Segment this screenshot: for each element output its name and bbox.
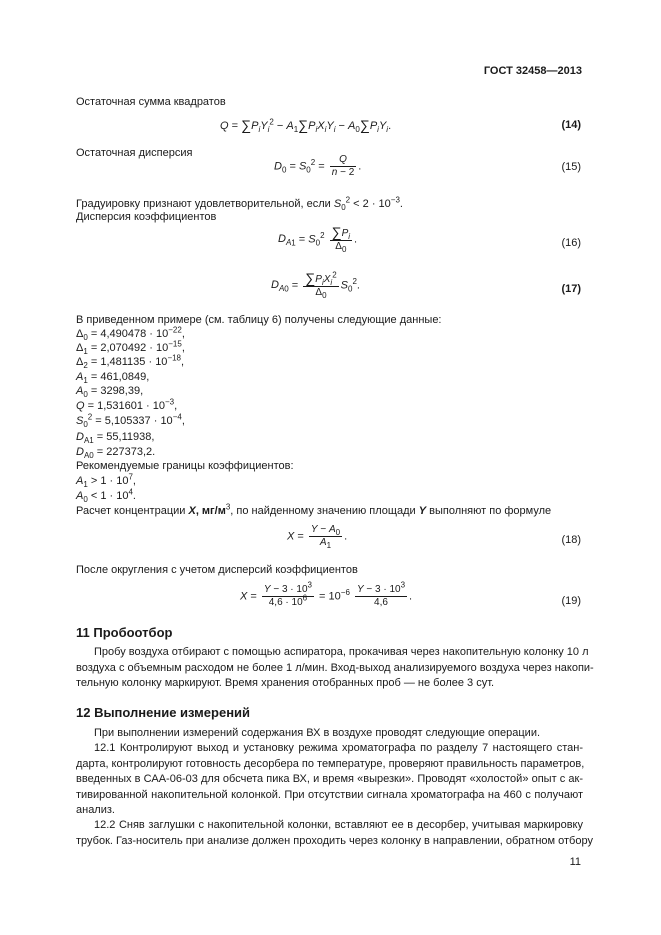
formula-16: $D_{A1} = S_0^2$ $\frac{\sum P_i}{\Delta_0}$ . (278, 224, 358, 254)
concentration-calc-text: Расчет концентрации X, $мг/м^3$, по найденному значению площади Y выполняют по формуле (76, 502, 552, 517)
section-12-title: 12 Выполнение измерений (76, 705, 251, 720)
formula-17: $D_{A0}$ = $\frac{\sum P_iX_i^2}{\Delta_0}$ $S_0^2$. (271, 270, 360, 300)
equation-number-14: (14) (561, 119, 581, 131)
calibration-text: Градуировку признают удовлетворительной, если (76, 198, 331, 210)
value-delta1: $\Delta_1 = 2,070492 \cdot 10^{-15}$, (76, 339, 185, 357)
equation-number-19: (19) (561, 595, 581, 607)
section-11-title: 11 Пробоотбор (76, 625, 173, 640)
value-da0: $D_{A0} = 227373,2$. (76, 446, 156, 461)
residual-dispersion-label: Остаточная дисперсия (76, 147, 193, 159)
calibration-condition: Градуировку признают удовлетворительной, если $S_0^2 < 2 \cdot 10^{-3}$. (76, 195, 403, 213)
equation-number-15: (15) (561, 161, 581, 173)
formula-19: X = $\frac{Y - 3 \cdot 10^3}{4,6 \cdot 10^6}$ = $10^{-6}$ $\frac{Y - 3 \cdot 10^3}{4,6}$ . (240, 580, 413, 608)
section-12-intro: При выполнении измерений содержания ВХ в воздухе проводят следующие операции. (94, 727, 541, 739)
residual-sum-label: Остаточная сумма квадратов (76, 96, 226, 108)
equation-number-16: (16) (561, 237, 581, 249)
calibration-exponent: −3 (390, 195, 400, 205)
equation-number-18: (18) (561, 534, 581, 546)
value-delta0: $\Delta_0 = 4,490478 \cdot 10^{-22}$, (76, 325, 185, 343)
bound-a1: $A_1 > 1 \cdot 10^7$, (76, 472, 136, 490)
example-intro: В приведенном примере (см. таблицу 6) получены следующие данные: (76, 314, 442, 326)
value-a0: $A_0 = 3298,39$, (76, 385, 144, 400)
coefficient-dispersion-label: Дисперсия коэффициентов (76, 211, 217, 223)
bound-a0: $A_0 < 1 \cdot 10^4$. (76, 487, 136, 505)
formula-14: $Q = \sum P_iY_i^2 - A_1\sum P_iX_iY_i - A_0\sum P_iY_i$. (220, 117, 392, 135)
page-number: 11 (569, 856, 581, 868)
section-12-1-paragraph: 12.1 Контролируют выход и установку режима хроматографа по разделу 7 настоящего стан- дарта, контролируют готовность десорбера по температуре, проверяют правильность параметров, введенных в САА-06-03 для обсчета пика ВХ, и время «вырезки». Проводят «холостой» опыт с ак- тивированной накопительной колонкой. При отсутствии сигнала хроматографа на 460 с получают анализ. (76, 742, 585, 816)
bounds-label: Рекомендуемые границы коэффициентов: (76, 460, 294, 472)
formula-18: X = $\frac{Y - A_0}{A_1}$ . (287, 524, 348, 550)
standard-header: ГОСТ 32458—2013 (483, 65, 582, 77)
value-delta2: $\Delta_2 = 1,481135 \cdot 10^{-18}$, (76, 353, 185, 371)
section-11-paragraph: Пробу воздуха отбирают с помощью аспиратора, прокачивая через накопительную колонку 10 л воздуха с объемным расходом не более 1 л/мин. Вход-выход анализируемого воздуха через накопи- тельную колонку маркируют. Время хранения отобранных проб — не более 3 сут. (76, 646, 594, 689)
equation-number-17: (17) (561, 283, 581, 295)
formula-15: $D_0 = S_0^2$ = $\frac{Q}{n - 2}$ . (274, 154, 362, 178)
rounding-label: После округления с учетом дисперсий коэффициентов (76, 564, 358, 576)
value-da1: $D_{A1} = 55,11938$, (76, 431, 155, 446)
value-q: $Q = 1,531601 \cdot 10^{-3}$, (76, 397, 178, 412)
value-a1: $A_1 = 461,0849$, (76, 371, 150, 386)
value-s0: $S_0^2 = 5,105337 \cdot 10^{-4}$, (76, 412, 185, 430)
calibration-threshold: < 2 · 10 (353, 198, 391, 210)
section-12-2-paragraph: 12.2 Сняв заглушки с накопительной колонки, вставляют ее в десорбер, учитывая маркировку трубок. Газ-носитель при анализе должен проходить через колонку в направлении, обратном отбору (76, 819, 593, 847)
